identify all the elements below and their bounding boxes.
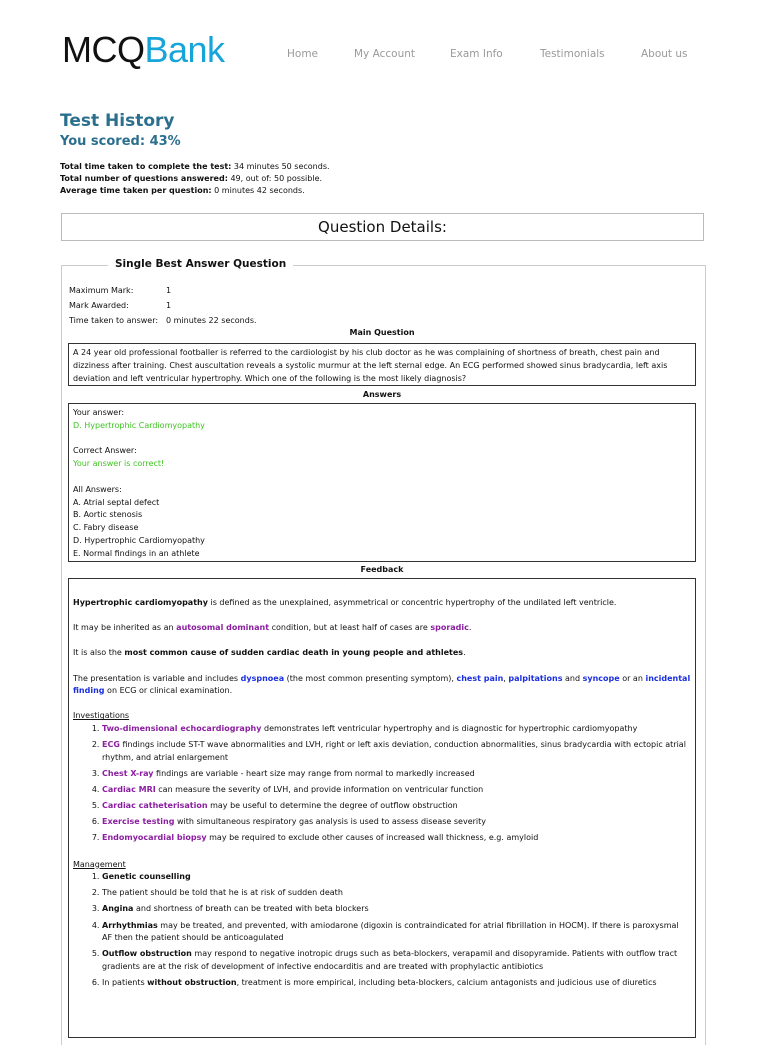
question-type-legend: Single Best Answer Question: [108, 258, 293, 270]
answer-option-b: B. Aortic stenosis: [73, 510, 143, 520]
management-list: [73, 871, 691, 989]
correct-answer-status: Your answer is correct!: [73, 459, 165, 469]
feedback-presentation: The presentation is variable and includes dyspnoea (the most common presenting symptom), chest pain, palpitations and syncope or an incidental finding on ECG or clinical examination.: [73, 673, 691, 696]
question-details-header: Question Details:: [61, 213, 704, 241]
answer-option-d: D. Hypertrophic Cardiomyopathy: [73, 535, 205, 545]
feedback-definition: Hypertrophic cardiomyopathy is defined as the unexplained, asymmetrical or concentric hypertrophy of the undilated left ventricle.: [73, 598, 617, 607]
link-chest-pain[interactable]: chest pain: [456, 673, 504, 683]
nav-exam-info[interactable]: Exam Info: [450, 48, 503, 60]
list-item: 3. Angina and shortness of breath can be treated with beta blockers: [102, 903, 691, 916]
your-answer-value: D. Hypertrophic Cardiomyopathy: [73, 420, 205, 430]
link-cardiac-catheterisation[interactable]: Cardiac catheterisation: [102, 800, 208, 810]
stat-average-time: Average time taken per question: 0 minutes 42 seconds.: [60, 186, 305, 196]
main-question-box: A 24 year old professional footballer is referred to the cardiologist by his club doctor as he was complaining of shortness of breath, chest pain and dizziness after training. Chest auscultation reveals a systolic murmur at the left sternal edge. An ECG performed showed sinus bradycardia, left axis deviation and left ventricular hypertrophy. Which one of the following is the most likely diagnosis?: [68, 343, 696, 386]
logo-text-mcq: MCQ: [62, 29, 145, 70]
link-ecg[interactable]: ECG: [102, 740, 120, 750]
page-title: Test History: [60, 111, 175, 131]
list-item: 1. Genetic counselling: [102, 871, 691, 884]
nav-about-us[interactable]: About us: [641, 48, 688, 60]
link-sporadic[interactable]: sporadic: [430, 623, 469, 633]
answers-title: Answers: [362, 390, 402, 399]
all-answers-label: All Answers:: [73, 484, 122, 494]
meta-time-taken: Time taken to answer: 0 minutes 22 seconds.: [69, 315, 257, 325]
main-question-title: Main Question: [349, 328, 415, 337]
investigations-list: [73, 723, 691, 845]
link-endomyocardial-biopsy[interactable]: Endomyocardial biopsy: [102, 833, 207, 843]
link-dyspnoea[interactable]: dyspnoea: [240, 673, 285, 683]
answer-option-c: C. Fabry disease: [73, 523, 139, 533]
answer-option-e: E. Normal findings in an athlete: [73, 548, 200, 558]
list-item: 7. Endomyocardial biopsy may be required to exclude other causes of increased wall thickness, e.g. amyloid: [102, 832, 691, 845]
link-autosomal-dominant[interactable]: autosomal dominant: [176, 623, 270, 633]
list-item: 6. In patients without obstruction, treatment is more empirical, including beta-blockers, calcium antagonists and judicious use of diuretics: [102, 977, 691, 990]
list-item: 4. Cardiac MRI can measure the severity of LVH, and provide information on ventricular function: [102, 784, 691, 797]
test-stats: [60, 161, 330, 198]
list-item: 1. Two-dimensional echocardiography demonstrates left ventricular hypertrophy and is diagnostic for hypertrophic cardiomyopathy: [102, 723, 691, 736]
feedback-title: Feedback: [360, 565, 404, 574]
list-item: 5. Cardiac catheterisation may be useful to determine the degree of outflow obstruction: [102, 800, 691, 813]
stat-total-time: Total time taken to complete the test: 34 minutes 50 seconds.: [60, 162, 330, 171]
link-incidental-finding[interactable]: incidental finding: [73, 673, 691, 696]
answers-box: [68, 403, 696, 562]
feedback-inheritance: It may be inherited as an autosomal dominant condition, but at least half of cases are sporadic.: [73, 623, 472, 633]
question-meta: [69, 284, 257, 328]
link-chest-xray[interactable]: Chest X-ray: [102, 768, 154, 778]
list-item: 4. Arrhythmias may be treated, and prevented, with amiodarone (digoxin is contraindicated for atrial fibrillation in HOCM). If there is paroxysmal AF then the patient should be anticoagulated: [102, 920, 691, 945]
nav-testimonials[interactable]: Testimonials: [540, 48, 605, 60]
logo-text-bank: Bank: [144, 29, 225, 70]
list-item: 5. Outflow obstruction may respond to negative inotropic drugs such as beta-blockers, verapamil and disopyramide. Patients with outflow tract gradients are at the risk of development of infective endocarditis and are treated with prophylactic antibiotics: [102, 948, 691, 973]
your-answer-label: Your answer:: [73, 408, 125, 417]
list-item: 3. Chest X-ray findings are variable - heart size may range from normal to markedly increased: [102, 768, 691, 781]
link-syncope[interactable]: syncope: [582, 673, 620, 683]
nav-home[interactable]: Home: [287, 48, 319, 60]
answer-option-a: A. Atrial septal defect: [73, 497, 160, 507]
feedback-sudden-death: It is also the most common cause of sudden cardiac death in young people and athletes.: [73, 648, 466, 658]
meta-mark-awarded: Mark Awarded: 1: [69, 300, 172, 310]
list-item: 2. The patient should be told that he is at risk of sudden death: [102, 887, 691, 900]
nav-my-account[interactable]: My Account: [354, 48, 416, 60]
site-header: [0, 0, 768, 100]
score-text: You scored: 43%: [60, 134, 181, 149]
link-cardiac-mri[interactable]: Cardiac MRI: [102, 784, 156, 794]
investigations-heading: Investigations: [73, 711, 130, 721]
meta-max-mark: Maximum Mark: 1: [69, 286, 172, 295]
management-heading: Management: [73, 859, 126, 869]
list-item: 6. Exercise testing with simultaneous respiratory gas analysis is used to assess disease severity: [102, 816, 691, 829]
link-palpitations[interactable]: palpitations: [508, 673, 563, 683]
feedback-box: [68, 578, 696, 1038]
link-exercise-testing[interactable]: Exercise testing: [102, 817, 175, 826]
stat-questions-answered: Total number of questions answered: 49, out of: 50 possible.: [60, 174, 323, 184]
list-item: 2. ECG findings include ST-T wave abnormalities and LVH, right or left axis deviation, conduction abnormalities, sinus bradycardia with ectopic atrial rhythm, and atrial enlargement: [102, 739, 691, 764]
link-echocardiography[interactable]: Two-dimensional echocardiography: [102, 723, 262, 733]
site-logo[interactable]: [62, 28, 225, 72]
correct-answer-label: Correct Answer:: [73, 446, 137, 456]
